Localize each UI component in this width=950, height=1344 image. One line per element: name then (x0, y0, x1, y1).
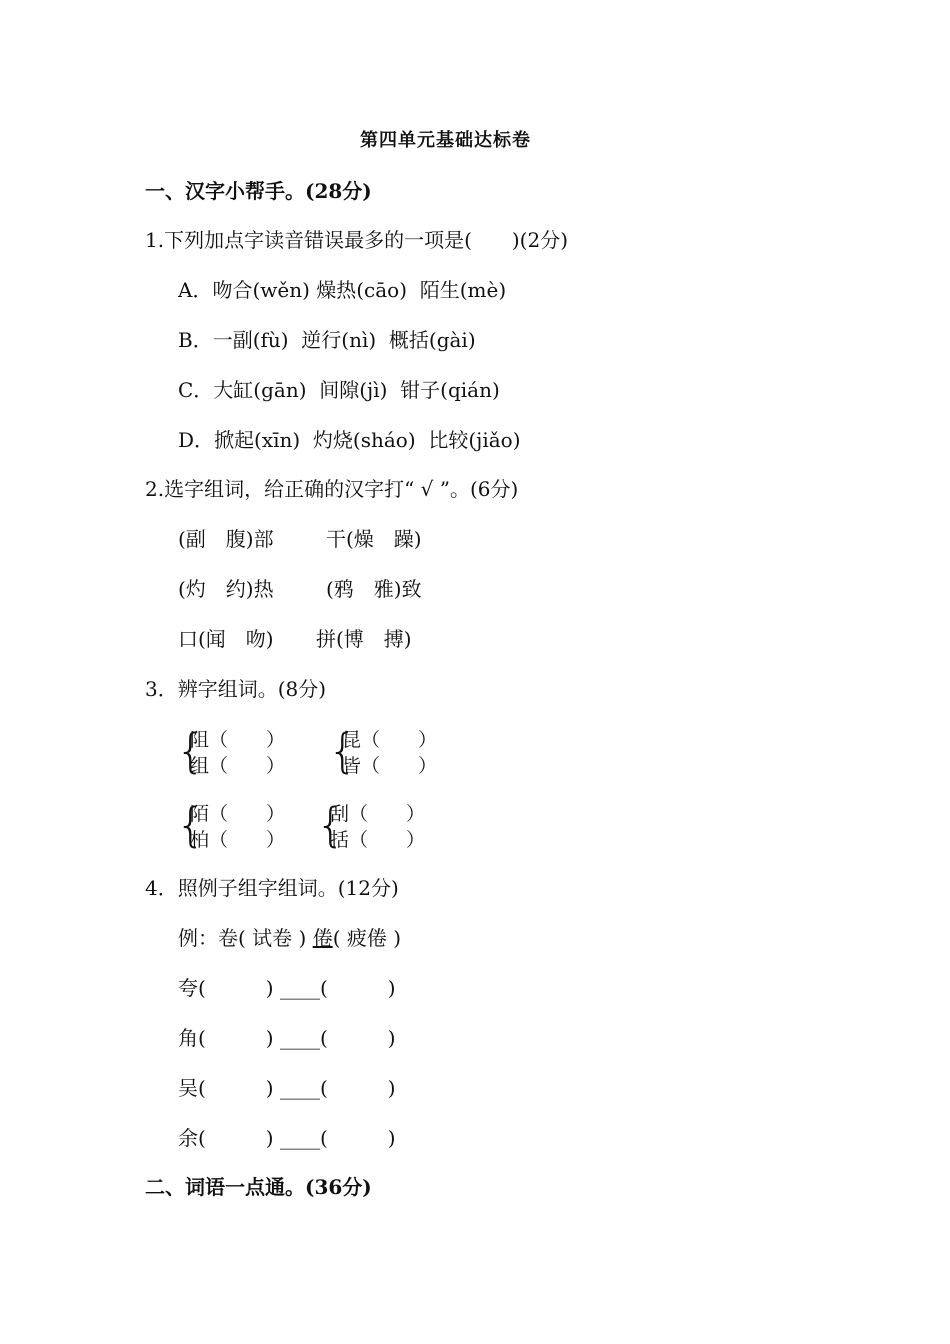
q3-word[interactable]: 刮（ ） (330, 803, 426, 825)
section-heading-1: 一、汉字小帮手。(28分) (145, 179, 372, 203)
q4-row[interactable]: 余( ) ____( ) (178, 1126, 396, 1150)
brace-symbol: { (176, 798, 206, 852)
q4-row[interactable]: 角( ) ____( ) (178, 1026, 396, 1050)
question-2-stem: 2.选字组词，给正确的汉字打“ √ ”。(6分) (145, 477, 519, 501)
q2-item[interactable]: (副 腹)部 (178, 527, 274, 551)
page-title: 第四单元基础达标卷 (360, 130, 531, 151)
q1-option-c[interactable]: C．大缸(gān) 间隙(jì) 钳子(qián) (178, 378, 500, 402)
brace-symbol: { (328, 724, 358, 778)
q3-word-pair (190, 727, 285, 779)
q2-item[interactable]: 拼(博 搏) (316, 627, 412, 651)
question-1-stem: 1.下列加点字读音错误最多的一项是( )(2分) (145, 228, 569, 252)
q1-option-b[interactable]: B．一副(fù) 逆行(nì) 概括(gài) (178, 328, 476, 352)
brace-symbol: { (176, 724, 206, 778)
q2-item[interactable]: (鸦 雅)致 (326, 577, 422, 601)
q4-row[interactable]: 吴( ) ____( ) (178, 1076, 396, 1100)
q2-item[interactable]: 口(闻 吻) (178, 627, 274, 651)
q4-example-prefix: 例：卷( 试卷 ) (178, 926, 313, 950)
q3-word-pair (342, 727, 437, 779)
q4-example-char: 倦 (312, 926, 333, 950)
question-3-stem: 3．辨字组词。(8分) (145, 677, 327, 701)
q3-word[interactable]: 组（ ） (190, 755, 286, 777)
q3-word[interactable]: 阻（ ） (190, 729, 286, 751)
q3-word-pair (190, 801, 285, 853)
q4-example (178, 925, 401, 951)
q3-word[interactable]: 昆（ ） (342, 729, 438, 751)
q3-word-pair (330, 801, 425, 853)
section-heading-2: 二、词语一点通。(36分) (145, 1175, 372, 1199)
q4-example-suffix: ( 疲倦 ) (332, 926, 402, 950)
q3-word[interactable]: 柏（ ） (190, 829, 286, 851)
q3-word[interactable]: 陌（ ） (190, 803, 286, 825)
brace-symbol: { (316, 798, 346, 852)
q3-word[interactable]: 括（ ） (330, 829, 426, 851)
q4-row[interactable]: 夸( ) ____( ) (178, 976, 396, 1000)
q1-option-a[interactable]: A．吻合(wěn) 燥热(cāo) 陌生(mè) (178, 278, 507, 302)
q3-word[interactable]: 皆（ ） (342, 755, 438, 777)
q2-item[interactable]: (灼 约)热 (178, 577, 274, 601)
question-4-stem: 4．照例子组字组词。(12分) (145, 876, 399, 900)
q1-option-d[interactable]: D．掀起(xīn) 灼烧(sháo) 比较(jiǎo) (178, 428, 521, 452)
q2-item[interactable]: 干(燥 躁) (326, 527, 422, 551)
